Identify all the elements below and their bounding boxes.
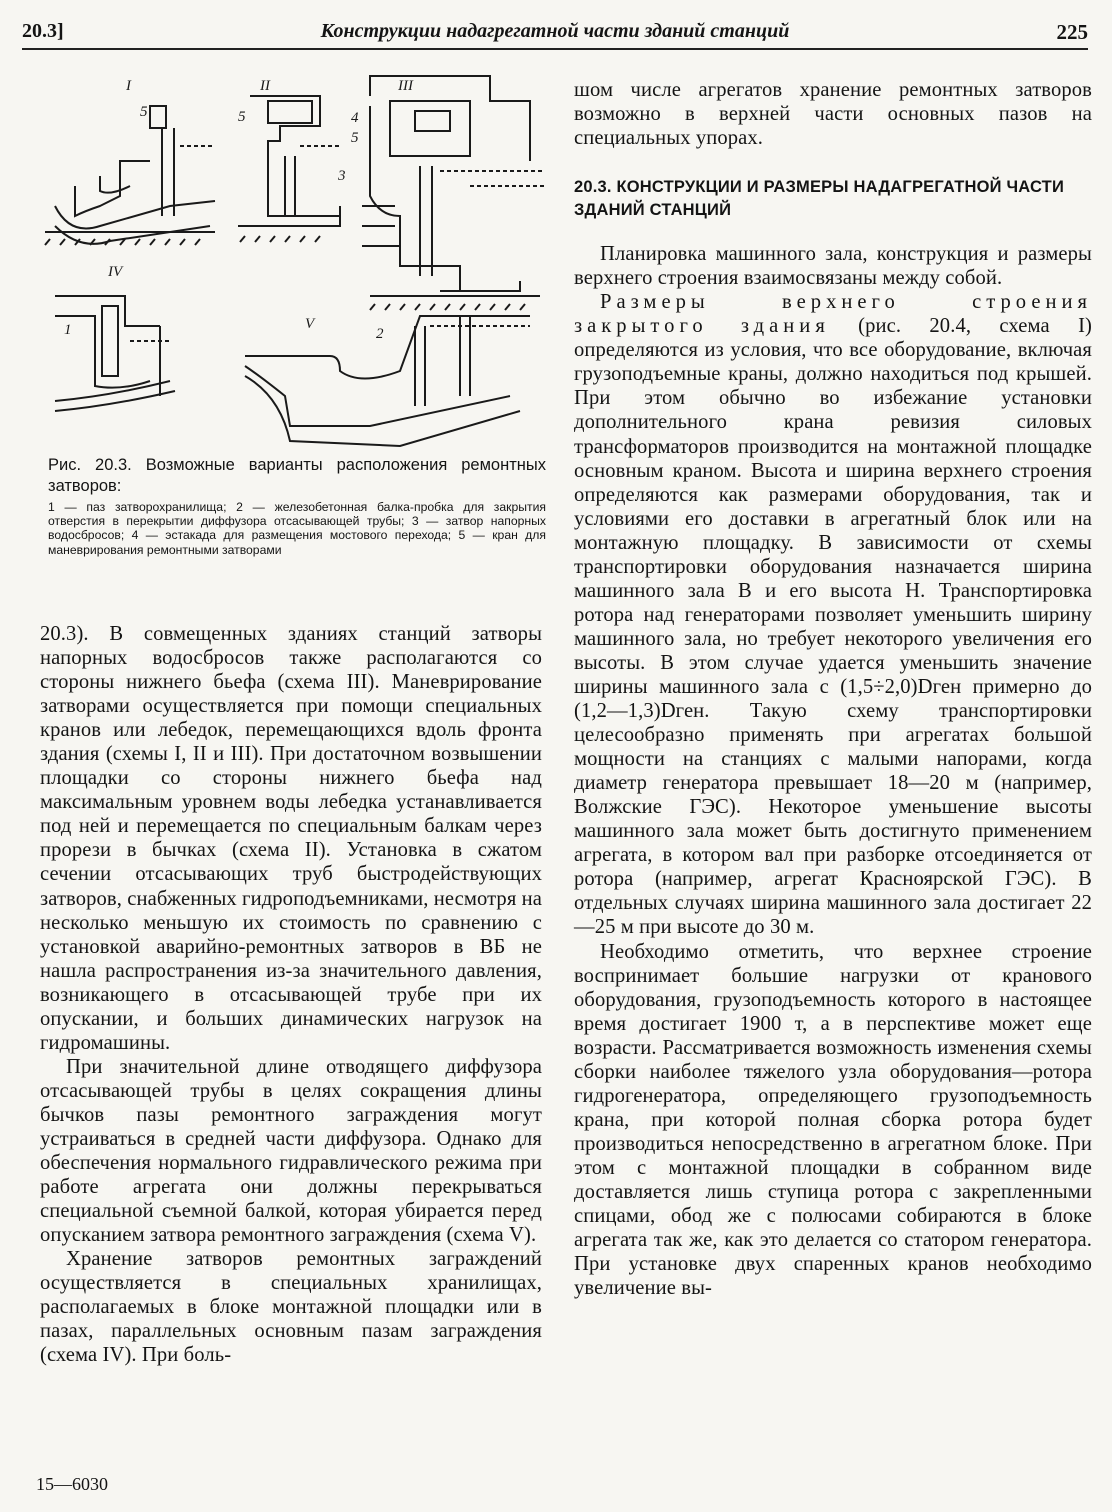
caption-legend: 1 — паз затворохранилища; 2 — железобетонная балка-пробка для закрытия отверстия в перекрытии диффузора отсасывающей трубы; 3 — затвор напорных водосбросов; 4 — эстакада для размещения мостового перехода; 5 — кран для маневрирования ремонтными затворами xyxy=(48,500,546,557)
label-4: 4 xyxy=(351,110,359,126)
section-number: 20.3] xyxy=(22,20,64,42)
scheme-ii xyxy=(238,96,340,242)
section-heading: 20.3. КОНСТРУКЦИИ И РАЗМЕРЫ НАДАГРЕГАТНОЙ ЧАСТИ ЗДАНИЙ СТАНЦИЙ xyxy=(574,178,1065,220)
paragraph: Планировка машинного зала, конструкция и размеры верхнего строения взаимосвязаны между собой. xyxy=(574,243,1092,290)
paragraph: Необходимо отметить, что верхнее строение воспринимает большие нагрузки от кранового оборудования, грузоподъемность которого в настоящее время достигает 1900 т, а в перспективе может еще возрасти. Рассматривается возможность изменения схемы сборки наиболее тяжелого узла оборудования—ротора гидрогенератора, определяющего грузоподъемность крана, при которой полная сборка ротора будет производиться непосредственно в агрегатном блоке. При этом с монтажной площадки в собранном виде доставляется лишь ступица ротора с закрепленными спицами, обод же с полюсами собираются в блоке агрегата так же, как это делается со статором генератора. При установке двух спаренных кранов необходимо увеличение вы- xyxy=(574,940,1092,1300)
paragraph: 20.3). В совмещенных зданиях станций затворы напорных водосбросов также располагаются со стороны нижнего бьефа (схема III). Маневрирование затворами осуществляется при помощи специальных кранов или лебедок, перемещающихся вдоль фронта здания (схемы I, II и III). При достаточном возвышении площадки со стороны нижнего бьефа над максимальным уровнем воды лебедка устанавливается под ней и перемещается по специальным балкам через прорези в бычках (схема II). Установка в сжатом сечении отсасывающих труб быстродействующих затворов, снабженных гидроподъемниками, несмотря на несколько меньшую их стоимость по сравнению с установкой аварийно-ремонтных затворов в ВБ не нашла распространения из-за значительного давления, возникающего в отсасывающей трубе при их опускании, и больших динамических нагрузок на гидромашины. xyxy=(40,623,543,1054)
label-scheme-iii: III xyxy=(398,78,413,94)
paragraph: шом числе агрегатов хранение ремонтных затворов возможно в верхней части основных пазов на специальных упорах. xyxy=(574,79,1092,150)
running-header xyxy=(22,8,1088,50)
label-5-i: 5 xyxy=(140,104,148,120)
scheme-v xyxy=(245,316,530,446)
paragraph: При значительной длине отводящего диффузора отсасывающей трубы в целях сокращения длины бычков пазы ремонтного заграждения могут устраиваться в средней части диффузора. Однако для обеспечения нормального гидравлического режима при работе агрегата они должны перекрываться специальной съемной балкой, которая убирается перед опусканием затвора ремонтного заграждения (схема V). xyxy=(40,1055,542,1247)
spaced-term: Размеры верхнего строения закрытого здания xyxy=(574,291,1092,338)
scheme-iv xyxy=(55,296,175,411)
label-scheme-v: V xyxy=(305,316,315,332)
left-column xyxy=(40,622,542,1367)
caption-title: Рис. 20.3. Возможные варианты расположения ремонтных затворов: xyxy=(48,456,546,495)
scheme-iii xyxy=(362,76,545,310)
label-scheme-i: I xyxy=(126,78,131,94)
scheme-i xyxy=(45,106,215,245)
figure-20-3 xyxy=(40,66,550,456)
paragraph xyxy=(574,290,1092,939)
figure-caption xyxy=(48,455,546,557)
label-1: 1 xyxy=(64,322,72,338)
paragraph: Хранение затворов ремонтных заграждений осуществляется в специальных хранилищах, располагаемых в блоке монтажной площадки или в пазах, параллельных основным пазам заграждения (схема IV). При боль- xyxy=(40,1248,542,1367)
label-5-iii: 5 xyxy=(351,130,359,146)
signature-mark: 15—6030 xyxy=(36,1474,108,1494)
label-scheme-ii: II xyxy=(260,78,270,94)
right-column xyxy=(574,78,1092,1300)
gate-schemes-drawing xyxy=(40,66,550,456)
running-title: Конструкции надагрегатной части зданий станций xyxy=(320,20,790,42)
paragraph-text: (рис. 20.4, схема I) определяются из условия, что все оборудование, включая грузоподъемные краны, должно находиться под крышей. При этом обычно во избежание установки дополнительного крана ревизия силовых трансформаторов производится на монтажной площадке основным краном. Высота и ширина верхнего строения определяются как размерами оборудования, так и условиями его доставки в агрегатный блок или на монтажную площадку. В зависимости от схемы транспортировки оборудования назначается ширина машинного зала B и его высота H. Транспортировка ротора над генераторами позволяет уменьшить ширину машинного зала, но требует некоторого увеличения его высоты. В этом случае удается уменьшить значение ширины машинного зала с (1,5÷2,0)Dген примерно до (1,2—1,3)Dген. Такую схему транспортировки целесообразно применять при агрегатах большой мощности на станциях с малыми напорами, когда диаметр генератора превышает 18—20 м (например, Волжские ГЭС). Некоторое уменьшение высоты машинного зала может быть достигнуто применением агрегата, в котором вал при разборке отсоединяется от ротора (например, агрегат Красноярской ГЭС). В отдельных случаях ширина машинного зала достигает 22—25 м при высоте до 30 м. xyxy=(574,315,1092,939)
label-5-ii: 5 xyxy=(238,109,246,125)
page-number: 225 xyxy=(1056,20,1088,44)
label-3: 3 xyxy=(338,168,346,184)
label-2: 2 xyxy=(376,326,384,342)
label-scheme-iv: IV xyxy=(108,264,123,280)
